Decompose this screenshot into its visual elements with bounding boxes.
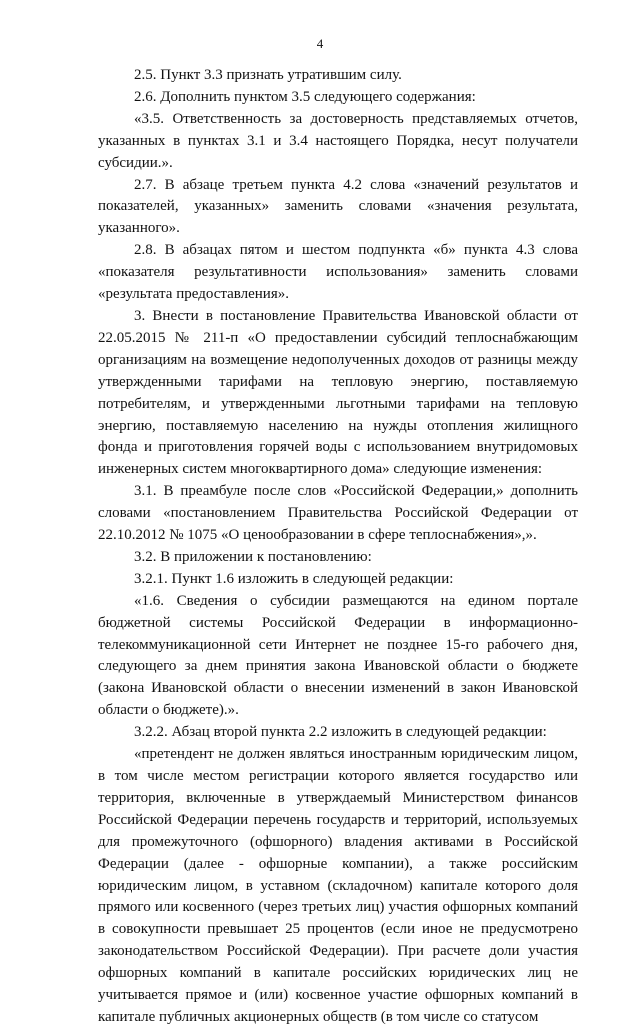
page-number: 4 <box>316 36 324 51</box>
paragraph-2-5: 2.5. Пункт 3.3 признать утратившим силу. <box>134 67 402 83</box>
paragraph-1-6-quote: «1.6. Сведения о субсидии размещаются на едином портале бюджетной системы Российской Федерации в информационно-телекоммуникационной сети Интернет не позднее 15-го рабочего дня, следующего за днем принятия закона Ивановской области о бюджете (закона Ивановской области о внесении изменений в закон Ивановской области о бюджете).». <box>98 592 578 719</box>
paragraph-2-7: 2.7. В абзаце третьем пункта 4.2 слова «значений результатов и показателей, указанных» заменить словами «значения результата, указанного». <box>98 176 578 237</box>
paragraph-3-5-quote: «3.5. Ответственность за достоверность представляемых отчетов, указанных в пунктах 3.1 и 3.4 настоящего Порядка, несут получатели субсидии.». <box>98 110 578 171</box>
paragraph-applicant-quote: «претендент не должен являться иностранным юридическим лицом, в том числе местом регистрации которого является государство или территория, включенные в утверждаемый Министерством финансов Российской Федерации перечень государств и территорий, используемых для промежуточного (офшорного) владения активами в Российской Федерации (далее - офшорные компании), а также российским юридическим лицом, в уставном (складочном) капитале которого доля прямого или косвенного (через третьих лиц) участия офшорных компаний в совокупности превышает 25 процентов (если иное не предусмотрено законодательством Российской Федерации). При расчете доли участия офшорных компаний в капитале российских юридических лиц не учитывается прямое и (или) косвенное участие офшорных компаний в капитале публичных акционерных обществ (в том числе со статусом <box>98 746 578 1025</box>
paragraph-3-2: 3.2. В приложении к постановлению: <box>134 548 372 565</box>
document-body <box>98 65 578 1029</box>
paragraph-3-2-2: 3.2.2. Абзац второй пункта 2.2 изложить в следующей редакции: <box>134 724 547 741</box>
paragraph-3: 3. Внести в постановление Правительства Ивановской области от 22.05.2015 № 211-п «О предоставлении субсидий теплоснабжающим организациям на возмещение недополученных доходов от разницы между утвержденными тарифами на тепловую энергию, поставляемую потребителям, и утвержденными льготными тарифами на тепловую энергию, поставляемую населению на нужды отопления жилищного фонда и приготовления горячей воды с использованием внутридомовых инженерных систем многоквартирного дома» следующие изменения: <box>98 307 578 478</box>
paragraph-2-6: 2.6. Дополнить пунктом 3.5 следующего содержания: <box>134 88 476 105</box>
paragraph-3-2-1: 3.2.1. Пункт 1.6 изложить в следующей редакции: <box>134 570 454 587</box>
paragraph-2-8: 2.8. В абзацах пятом и шестом подпункта «б» пункта 4.3 слова «показателя результативности использования» заменить словами «результата предоставления». <box>98 242 578 303</box>
paragraph-3-1: 3.1. В преамбуле после слов «Российской Федерации,» дополнить словами «постановлением Правительства Российской Федерации от 22.10.2012 № 1075 «О ценообразовании в сфере теплоснабжения»,». <box>98 483 578 544</box>
